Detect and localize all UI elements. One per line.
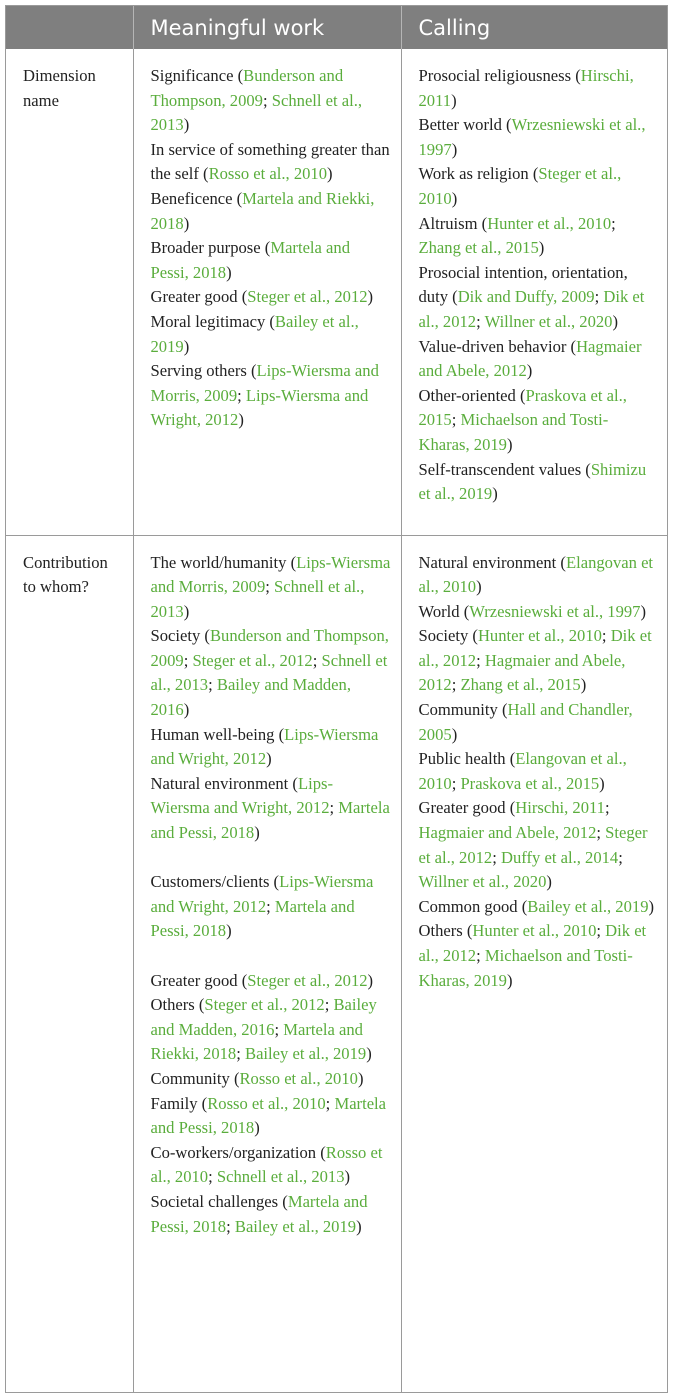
citation-separator: ;: [451, 675, 461, 695]
citation: Bailey et al., 2019: [234, 1216, 357, 1236]
citation-separator: ;: [451, 773, 461, 793]
entry-close: ): [254, 1118, 260, 1138]
citation-separator: ;: [266, 896, 275, 916]
citation: Willner et al., 2020: [484, 311, 613, 331]
entry-close: ): [476, 577, 482, 597]
entry-text: The world/humanity (: [150, 552, 297, 572]
citation: Rosso et al., 2010: [239, 1068, 358, 1088]
list-item: [419, 64, 658, 113]
entry-close: ): [266, 749, 272, 769]
citation-separator: ;: [476, 311, 485, 331]
citation: Bunderson and Thompson, 2009: [150, 66, 344, 110]
citation: Bailey et al., 2019: [527, 896, 649, 916]
entry-text: Moral legitimacy (: [150, 311, 275, 331]
citation: Martela and Pessi, 2018: [150, 1093, 387, 1138]
list-item: [419, 600, 658, 625]
citation: Steger et al., 2012: [247, 287, 368, 307]
citation-separator: ;: [618, 847, 623, 867]
citation-separator: ;: [208, 1167, 217, 1187]
list-item: [151, 1092, 391, 1141]
entry-text: Prosocial religiousness (: [418, 66, 581, 85]
list-item: [151, 969, 391, 994]
citation: Steger et al., 2012: [247, 970, 368, 990]
entry-close: ): [599, 773, 605, 793]
entry-text: Other-oriented (: [418, 385, 526, 405]
citation: Steger et al., 2012: [418, 823, 648, 867]
list-item: [419, 919, 658, 993]
entry-close: ): [183, 601, 190, 621]
entry-text: Society (: [150, 626, 210, 646]
entry-text: Beneficence (: [150, 188, 243, 208]
citation: Michaelson and Tosti-Kharas, 2019: [418, 946, 633, 990]
list-item: [151, 551, 391, 625]
citation: Shimizu et al., 2019: [418, 459, 647, 504]
citation: Lips-Wiersma and Morris, 2009: [150, 552, 391, 597]
entry-close: ): [367, 287, 374, 307]
citation: Steger et al., 2012: [192, 650, 313, 670]
citation: Schnell et al., 2013: [216, 1167, 345, 1187]
entry-close: ): [183, 115, 190, 135]
citation-separator: ;: [476, 946, 485, 965]
citation-separator: ;: [451, 410, 461, 430]
entry-text: Greater good (: [418, 798, 516, 818]
list-item: [419, 747, 658, 796]
citation: Dik et al., 2012: [418, 921, 647, 965]
citation-separator: ;: [476, 650, 485, 670]
entry-text: Value-driven behavior (: [418, 336, 577, 356]
table: [6, 6, 667, 1392]
citation: Steger et al., 2010: [418, 164, 622, 208]
row-label-contribution: Contribution to whom?: [6, 535, 133, 1392]
entry-close: ): [451, 139, 458, 159]
citation: Hirschi, 2011: [515, 798, 605, 818]
entry-close: ): [183, 700, 190, 720]
entry-text: In service of something greater than the self (: [150, 139, 390, 184]
entry-close: ): [254, 823, 260, 843]
row-label-dimension: Dimension name: [6, 49, 133, 535]
citation: Bailey and Madden, 2016: [150, 675, 351, 720]
entry-close: ): [356, 1216, 362, 1236]
list-item: [151, 187, 391, 236]
citation: Martela and Riekki, 2018: [150, 1019, 363, 1064]
entry-close: ): [327, 164, 333, 184]
citation: Bailey and Madden, 2016: [150, 995, 377, 1039]
citation-separator: ;: [274, 1019, 284, 1039]
citation: Lips-Wiersma and Wright, 2012: [150, 872, 374, 916]
citation-separator: ;: [236, 1044, 245, 1064]
list-item: [419, 261, 658, 335]
list-item: [151, 64, 391, 138]
entry-text: Natural environment (: [150, 773, 298, 793]
table-row: [6, 535, 667, 1392]
list-item: [151, 138, 391, 187]
citation-separator: ;: [611, 213, 616, 233]
list-item: [419, 796, 658, 894]
entry-text: Significance (: [150, 66, 244, 85]
list-item: [151, 772, 391, 846]
entry-text: Society (: [418, 626, 478, 646]
citation-separator: ;: [265, 577, 275, 597]
list-item: [151, 993, 391, 1067]
citation-separator: ;: [325, 1093, 335, 1113]
list-item: [151, 870, 391, 944]
citation: Michaelson and Tosti-Kharas, 2019: [418, 410, 609, 454]
cell-meaningful-work-dimensions: [133, 49, 401, 535]
entry-close: ): [580, 675, 587, 695]
citation: Dik et al., 2012: [418, 287, 645, 331]
entry-close: ): [546, 872, 552, 892]
list-item: [151, 1141, 391, 1190]
citation: Rosso et al., 2010: [150, 1142, 383, 1187]
entry-text: Family (: [150, 1093, 208, 1113]
citation: Martela and Pessi, 2018: [150, 1191, 368, 1236]
entry-text: Customers/clients (: [150, 872, 280, 892]
citation: Zhang et al., 2015: [418, 238, 539, 258]
entry-close: ): [526, 361, 533, 381]
citation-separator: ;: [596, 921, 606, 941]
entry-text: Greater good (: [150, 287, 248, 307]
entry-text: World (: [418, 601, 470, 621]
entry-close: ): [238, 410, 244, 430]
list-item: [151, 1190, 391, 1239]
citation: Martela and Pessi, 2018: [150, 896, 355, 941]
citation-separator: ;: [183, 650, 193, 670]
citation: Hagmaier and Abele, 2012: [418, 650, 626, 695]
citation-separator: ;: [208, 675, 217, 695]
entry-text: Public health (: [418, 749, 516, 769]
list-item: [419, 162, 658, 211]
citation: Wrzesniewski et al., 1997: [469, 601, 641, 621]
entry-close: ): [538, 238, 545, 258]
header-meaningful-work: Meaningful work: [133, 6, 401, 49]
header-empty-cell: [6, 6, 133, 49]
entry-close: ): [451, 724, 458, 744]
citation: Steger et al., 2012: [204, 995, 325, 1015]
citation-separator: ;: [312, 650, 322, 670]
entry-text: Societal challenges (: [150, 1191, 288, 1211]
list-item: [419, 698, 658, 747]
entry-text: Human well-being (: [150, 724, 285, 744]
list-item: [151, 310, 391, 359]
citation: Dik et al., 2012: [418, 626, 652, 670]
citation: Bailey et al., 2019: [245, 1044, 367, 1064]
cell-calling-dimensions: [401, 49, 667, 535]
entry-text: Greater good (: [150, 970, 248, 990]
entry-close: ): [506, 434, 513, 454]
entry-text: Serving others (: [150, 361, 257, 381]
list-item: [419, 895, 658, 920]
entry-text: Work as religion (: [418, 164, 539, 184]
citation: Martela and Pessi, 2018: [150, 238, 351, 282]
entry-close: ): [451, 90, 457, 110]
citation-separator: ;: [262, 90, 272, 110]
entry-close: ): [612, 311, 619, 331]
entry-text: Community (: [418, 700, 508, 720]
citation: Lips-Wiersma and Morris, 2009: [150, 361, 379, 405]
entry-text: Common good (: [418, 896, 528, 916]
citation-separator: ;: [596, 823, 606, 843]
header-row: [6, 6, 667, 49]
list-item: [419, 335, 658, 384]
entry-close: ): [640, 601, 646, 621]
citation: Zhang et al., 2015: [460, 675, 581, 695]
cell-calling-contribution: [401, 535, 667, 1392]
citation-separator: ;: [601, 626, 611, 646]
citation-separator: ;: [594, 287, 604, 307]
citation: Willner et al., 2020: [418, 872, 547, 892]
list-item: [419, 113, 658, 162]
citation: Elangovan et al., 2010: [418, 749, 627, 793]
citation: Hall and Chandler, 2005: [418, 700, 633, 744]
citation: Praskova et al., 2015: [418, 385, 627, 430]
entry-close: ): [183, 213, 190, 233]
entry-close: ): [226, 262, 232, 282]
comparison-table: [5, 5, 668, 1393]
entry-close: ): [648, 896, 655, 916]
citation-separator: ;: [324, 995, 334, 1015]
entry-text: Co-workers/organization (: [150, 1142, 326, 1162]
citation: Lips-Wiersma and Wright, 2012: [150, 385, 369, 430]
citation: Hunter et al., 2010: [477, 626, 602, 646]
list-item: [151, 723, 391, 772]
citation: Martela and Pessi, 2018: [150, 798, 390, 843]
list-item: [151, 359, 391, 433]
entry-close: ): [451, 188, 458, 208]
list-item: [419, 384, 658, 458]
citation: Lips-Wiersma and Wright, 2012: [150, 773, 333, 818]
list-item: [151, 285, 391, 310]
citation: Schnell et al., 2013: [150, 90, 363, 135]
entry-close: ): [226, 921, 232, 941]
citation: Praskova et al., 2015: [460, 773, 600, 793]
citation: Hunter et al., 2010: [487, 213, 612, 233]
entry-close: ): [367, 970, 374, 990]
citation-separator: ;: [226, 1216, 235, 1236]
entry-close: ): [344, 1167, 351, 1187]
entry-close: ): [506, 970, 513, 990]
table-row: [6, 49, 667, 535]
citation: Duffy et al., 2014: [501, 847, 619, 867]
citation-separator: ;: [604, 798, 610, 818]
entry-text: Better world (: [418, 115, 512, 135]
entry-text: Prosocial intention, orientation, duty (: [418, 262, 628, 307]
citation-separator: ;: [492, 847, 501, 867]
list-item: [419, 212, 658, 261]
entry-text: Altruism (: [418, 213, 488, 233]
header-calling: Calling: [401, 6, 667, 49]
citation-separator: ;: [329, 798, 339, 818]
citation: Bailey et al., 2019: [150, 311, 359, 356]
entry-text: Broader purpose (: [150, 238, 271, 258]
citation: Schnell et al., 2013: [150, 650, 388, 695]
citation: Hunter et al., 2010: [472, 921, 597, 941]
entry-close: ): [366, 1044, 372, 1064]
cell-meaningful-work-contribution: [133, 535, 401, 1392]
list-item: [419, 624, 658, 698]
entry-text: Natural environment (: [418, 552, 566, 572]
entry-close: ): [357, 1068, 364, 1088]
citation-separator: ;: [237, 385, 246, 405]
entry-text: Others (: [418, 921, 473, 941]
list-item: [419, 551, 658, 600]
list-item: [151, 624, 391, 722]
entry-text: Self-transcendent values (: [418, 459, 591, 479]
list-item: [151, 1067, 391, 1092]
entry-close: ): [492, 484, 498, 504]
citation: Elangovan et al., 2010: [418, 552, 654, 597]
citation: Hirschi, 2011: [418, 66, 634, 110]
citation: Rosso et al., 2010: [207, 1093, 326, 1113]
list-item: [151, 236, 391, 285]
citation: Dik and Duffy, 2009: [457, 287, 595, 307]
entry-close: ): [183, 336, 190, 356]
citation: Schnell et al., 2013: [150, 577, 365, 621]
citation: Martela and Riekki, 2018: [150, 188, 375, 233]
citation: Rosso et al., 2010: [208, 164, 328, 184]
citation: Hagmaier and Abele, 2012: [418, 336, 642, 381]
entry-text: Community (: [150, 1068, 240, 1088]
entry-text: Others (: [150, 995, 205, 1015]
citation: Lips-Wiersma and Wright, 2012: [150, 724, 379, 769]
citation: Hagmaier and Abele, 2012: [418, 823, 597, 843]
list-item: [419, 458, 658, 507]
citation: Bunderson and Thompson, 2009: [150, 626, 389, 670]
citation: Wrzesniewski et al., 1997: [418, 115, 646, 159]
